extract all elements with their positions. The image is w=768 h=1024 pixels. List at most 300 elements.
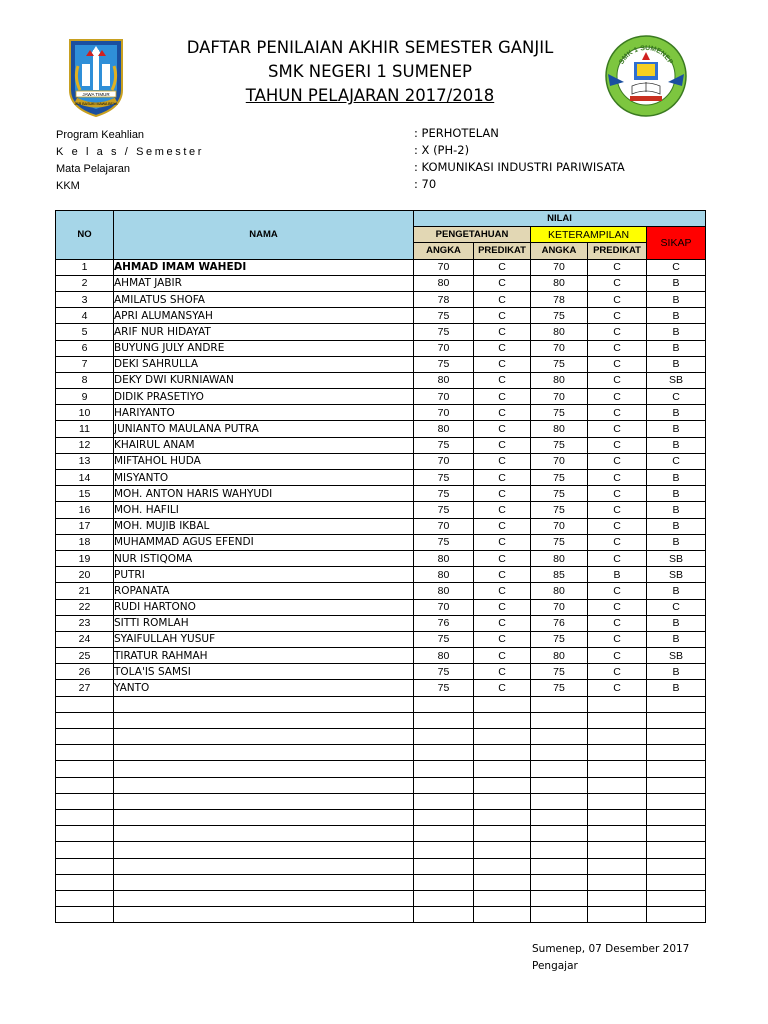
empty-cell [56,745,114,761]
empty-cell [531,745,588,761]
header-nilai: NILAI [414,211,706,227]
empty-cell [56,729,114,745]
empty-cell [474,712,531,728]
cell-predikat-keterampilan: C [588,583,647,599]
empty-table-row [56,826,706,842]
cell-nama: TOLA'IS SAMSI [114,664,414,680]
empty-cell [474,826,531,842]
cell-no: 4 [56,308,114,324]
cell-sikap: B [647,324,706,340]
cell-no: 6 [56,340,114,356]
empty-cell [474,809,531,825]
cell-angka-pengetahuan: 80 [414,550,474,566]
empty-table-row [56,777,706,793]
cell-sikap: B [647,502,706,518]
cell-angka-keterampilan: 70 [531,599,588,615]
cell-sikap: C [647,453,706,469]
cell-predikat-pengetahuan: C [474,583,531,599]
empty-cell [56,907,114,923]
empty-cell [474,907,531,923]
empty-cell [647,874,706,890]
cell-predikat-keterampilan: C [588,324,647,340]
info-value-program: : PERHOTELAN [414,126,499,140]
cell-angka-pengetahuan: 75 [414,324,474,340]
empty-cell [588,842,647,858]
signature-role: Pengajar [532,960,578,972]
smk-sumenep-logo [604,34,688,118]
cell-angka-keterampilan: 80 [531,421,588,437]
cell-angka-keterampilan: 80 [531,324,588,340]
cell-no: 2 [56,275,114,291]
cell-no: 24 [56,631,114,647]
svg-text:JER BASUKI MAWA BEYA: JER BASUKI MAWA BEYA [74,102,118,106]
empty-cell [588,858,647,874]
cell-predikat-keterampilan: C [588,437,647,453]
cell-angka-keterampilan: 75 [531,437,588,453]
cell-nama: AMILATUS SHOFA [114,291,414,307]
header-angka-keterampilan: ANGKA [531,243,588,259]
cell-nama: SITTI ROMLAH [114,615,414,631]
cell-angka-keterampilan: 75 [531,470,588,486]
empty-cell [588,712,647,728]
cell-sikap: B [647,615,706,631]
table-row [56,405,706,421]
cell-sikap: B [647,340,706,356]
cell-angka-pengetahuan: 80 [414,567,474,583]
cell-predikat-pengetahuan: C [474,631,531,647]
cell-sikap: B [647,437,706,453]
cell-no: 18 [56,534,114,550]
cell-nama: MOH. HAFILI [114,502,414,518]
empty-cell [474,793,531,809]
empty-cell [647,745,706,761]
empty-cell [56,712,114,728]
cell-nama: SYAIFULLAH YUSUF [114,631,414,647]
empty-cell [531,874,588,890]
table-row [56,631,706,647]
empty-cell [588,826,647,842]
empty-cell [531,842,588,858]
empty-table-row [56,858,706,874]
cell-no: 5 [56,324,114,340]
cell-no: 23 [56,615,114,631]
cell-angka-pengetahuan: 70 [414,340,474,356]
cell-angka-keterampilan: 75 [531,631,588,647]
cell-predikat-pengetahuan: C [474,421,531,437]
cell-sikap: B [647,518,706,534]
empty-cell [531,777,588,793]
cell-predikat-keterampilan: C [588,470,647,486]
cell-predikat-keterampilan: C [588,340,647,356]
cell-predikat-keterampilan: C [588,389,647,405]
cell-no: 17 [56,518,114,534]
empty-cell [56,890,114,906]
cell-nama: DEKY DWI KURNIAWAN [114,372,414,388]
cell-nama: ARIF NUR HIDAYAT [114,324,414,340]
cell-predikat-keterampilan: C [588,648,647,664]
empty-cell [414,826,474,842]
cell-nama: PUTRI [114,567,414,583]
empty-cell [474,696,531,712]
title-line-3: TAHUN PELAJARAN 2017/2018 [245,86,495,105]
empty-table-row [56,907,706,923]
empty-cell [474,842,531,858]
cell-sikap: B [647,470,706,486]
cell-angka-pengetahuan: 75 [414,664,474,680]
cell-no: 10 [56,405,114,421]
empty-cell [114,826,414,842]
empty-cell [647,712,706,728]
cell-no: 15 [56,486,114,502]
cell-angka-keterampilan: 80 [531,583,588,599]
document-title [150,36,590,108]
cell-predikat-keterampilan: C [588,550,647,566]
cell-sikap: B [647,405,706,421]
cell-predikat-pengetahuan: C [474,437,531,453]
empty-cell [414,907,474,923]
empty-cell [414,729,474,745]
cell-predikat-keterampilan: C [588,421,647,437]
empty-cell [531,761,588,777]
cell-no: 7 [56,356,114,372]
empty-cell [531,907,588,923]
svg-text:SMK 1 SUMENEP: SMK 1 SUMENEP [618,44,674,66]
cell-nama: MOH. MUJIB IKBAL [114,518,414,534]
table-row [56,437,706,453]
cell-predikat-keterampilan: C [588,275,647,291]
cell-angka-pengetahuan: 70 [414,405,474,421]
table-row [56,680,706,696]
empty-cell [531,793,588,809]
cell-angka-pengetahuan: 70 [414,389,474,405]
cell-predikat-pengetahuan: C [474,308,531,324]
signature-place-date: Sumenep, 07 Desember 2017 [532,943,690,955]
empty-cell [531,890,588,906]
empty-cell [474,874,531,890]
empty-cell [588,874,647,890]
cell-angka-pengetahuan: 80 [414,583,474,599]
empty-cell [588,793,647,809]
empty-cell [588,696,647,712]
cell-angka-keterampilan: 75 [531,664,588,680]
table-row [56,291,706,307]
cell-predikat-pengetahuan: C [474,389,531,405]
info-label-kelas: K e l a s / Semester [56,146,204,158]
empty-cell [414,777,474,793]
cell-no: 20 [56,567,114,583]
table-row [56,421,706,437]
cell-predikat-pengetahuan: C [474,453,531,469]
cell-no: 26 [56,664,114,680]
header-predikat-keterampilan: PREDIKAT [588,243,647,259]
empty-cell [114,874,414,890]
empty-cell [114,712,414,728]
signature-block [532,941,689,975]
cell-predikat-keterampilan: C [588,291,647,307]
empty-table-row [56,696,706,712]
empty-cell [647,761,706,777]
cell-predikat-pengetahuan: C [474,550,531,566]
table-row [56,599,706,615]
empty-cell [647,809,706,825]
empty-cell [588,809,647,825]
cell-nama: MIFTAHOL HUDA [114,453,414,469]
table-row [56,583,706,599]
cell-nama: KHAIRUL ANAM [114,437,414,453]
table-row [56,340,706,356]
title-line-2: SMK NEGERI 1 SUMENEP [267,62,472,81]
cell-no: 19 [56,550,114,566]
table-row [56,664,706,680]
cell-angka-pengetahuan: 75 [414,631,474,647]
cell-angka-keterampilan: 70 [531,389,588,405]
cell-nama: YANTO [114,680,414,696]
jawa-timur-emblem-logo [66,36,126,118]
info-label-program: Program Keahlian [56,129,145,141]
empty-cell [588,761,647,777]
cell-predikat-keterampilan: C [588,356,647,372]
table-row [56,567,706,583]
cell-no: 11 [56,421,114,437]
cell-nama: RUDI HARTONO [114,599,414,615]
info-label-mapel: Mata Pelajaran [56,163,130,175]
info-values [414,125,625,193]
cell-predikat-pengetahuan: C [474,486,531,502]
table-row [56,550,706,566]
cell-nama: AHMAT JABIR [114,275,414,291]
cell-sikap: SB [647,567,706,583]
cell-angka-pengetahuan: 80 [414,648,474,664]
table-row [56,356,706,372]
header-sikap: SIKAP [647,227,706,259]
cell-predikat-keterampilan: C [588,680,647,696]
table-row [56,648,706,664]
cell-no: 3 [56,291,114,307]
title-line-1: DAFTAR PENILAIAN AKHIR SEMESTER GANJIL [186,38,554,57]
empty-table-row [56,890,706,906]
cell-sikap: SB [647,550,706,566]
empty-cell [114,907,414,923]
empty-cell [588,729,647,745]
cell-nama: MUHAMMAD AGUS EFENDI [114,534,414,550]
cell-sikap: C [647,259,706,275]
empty-cell [531,809,588,825]
cell-nama: MOH. ANTON HARIS WAHYUDI [114,486,414,502]
empty-cell [414,842,474,858]
grades-table [55,210,706,923]
cell-nama: HARIYANTO [114,405,414,421]
empty-cell [414,712,474,728]
empty-cell [56,826,114,842]
cell-angka-keterampilan: 70 [531,453,588,469]
cell-nama: NUR ISTIQOMA [114,550,414,566]
cell-sikap: C [647,389,706,405]
cell-angka-pengetahuan: 75 [414,470,474,486]
cell-no: 12 [56,437,114,453]
cell-angka-pengetahuan: 75 [414,534,474,550]
empty-cell [588,745,647,761]
empty-cell [474,761,531,777]
empty-cell [474,858,531,874]
cell-angka-pengetahuan: 75 [414,502,474,518]
cell-predikat-pengetahuan: C [474,502,531,518]
cell-nama: DIDIK PRASETIYO [114,389,414,405]
cell-angka-pengetahuan: 80 [414,372,474,388]
empty-cell [531,826,588,842]
cell-predikat-keterampilan: C [588,534,647,550]
table-row [56,453,706,469]
empty-cell [588,890,647,906]
cell-sikap: B [647,486,706,502]
table-row [56,486,706,502]
cell-predikat-keterampilan: C [588,518,647,534]
cell-angka-pengetahuan: 78 [414,291,474,307]
info-labels [56,127,204,195]
empty-cell [531,729,588,745]
empty-cell [531,696,588,712]
cell-angka-keterampilan: 85 [531,567,588,583]
empty-cell [474,890,531,906]
cell-angka-pengetahuan: 70 [414,453,474,469]
cell-angka-keterampilan: 80 [531,372,588,388]
cell-angka-pengetahuan: 75 [414,680,474,696]
cell-nama: APRI ALUMANSYAH [114,308,414,324]
empty-cell [647,907,706,923]
cell-predikat-pengetahuan: C [474,470,531,486]
cell-predikat-keterampilan: C [588,599,647,615]
cell-predikat-pengetahuan: C [474,324,531,340]
cell-no: 1 [56,259,114,275]
cell-no: 21 [56,583,114,599]
cell-angka-keterampilan: 75 [531,680,588,696]
empty-cell [647,858,706,874]
empty-cell [114,890,414,906]
cell-sikap: B [647,631,706,647]
table-row [56,324,706,340]
cell-angka-keterampilan: 70 [531,340,588,356]
cell-angka-keterampilan: 75 [531,405,588,421]
empty-table-row [56,874,706,890]
info-label-kkm: KKM [56,180,80,192]
cell-predikat-pengetahuan: C [474,291,531,307]
cell-predikat-keterampilan: C [588,664,647,680]
cell-angka-keterampilan: 75 [531,486,588,502]
cell-predikat-pengetahuan: C [474,648,531,664]
empty-cell [56,761,114,777]
cell-sikap: B [647,291,706,307]
empty-cell [56,777,114,793]
cell-angka-keterampilan: 76 [531,615,588,631]
cell-predikat-keterampilan: C [588,405,647,421]
cell-predikat-keterampilan: C [588,308,647,324]
cell-predikat-pengetahuan: C [474,372,531,388]
cell-nama: AHMAD IMAM WAHEDI [114,259,414,275]
empty-cell [414,793,474,809]
empty-cell [114,809,414,825]
empty-cell [414,858,474,874]
table-row [56,259,706,275]
table-row [56,389,706,405]
empty-cell [114,745,414,761]
cell-angka-keterampilan: 80 [531,275,588,291]
empty-table-row [56,729,706,745]
cell-predikat-keterampilan: C [588,259,647,275]
empty-cell [56,809,114,825]
cell-predikat-keterampilan: C [588,631,647,647]
cell-no: 13 [56,453,114,469]
cell-angka-keterampilan: 80 [531,648,588,664]
cell-predikat-pengetahuan: C [474,567,531,583]
cell-nama: ROPANATA [114,583,414,599]
empty-cell [114,777,414,793]
cell-angka-keterampilan: 75 [531,308,588,324]
table-row [56,372,706,388]
empty-cell [414,809,474,825]
cell-angka-keterampilan: 70 [531,259,588,275]
table-row [56,502,706,518]
cell-nama: MISYANTO [114,470,414,486]
empty-cell [474,745,531,761]
cell-angka-keterampilan: 75 [531,534,588,550]
cell-predikat-keterampilan: C [588,502,647,518]
cell-no: 14 [56,470,114,486]
cell-predikat-pengetahuan: C [474,405,531,421]
cell-sikap: B [647,664,706,680]
cell-angka-pengetahuan: 76 [414,615,474,631]
cell-predikat-pengetahuan: C [474,356,531,372]
cell-sikap: B [647,421,706,437]
cell-angka-pengetahuan: 75 [414,356,474,372]
empty-cell [56,696,114,712]
cell-sikap: B [647,275,706,291]
info-value-mapel: : KOMUNIKASI INDUSTRI PARIWISATA [414,160,625,174]
grades-table-body [56,259,706,923]
cell-predikat-pengetahuan: C [474,340,531,356]
cell-angka-pengetahuan: 80 [414,275,474,291]
svg-text:JAWA TIMUR: JAWA TIMUR [82,92,110,97]
header-nama: NAMA [114,211,414,260]
cell-predikat-keterampilan: C [588,486,647,502]
empty-cell [114,858,414,874]
cell-angka-keterampilan: 75 [531,356,588,372]
empty-cell [114,729,414,745]
empty-cell [414,745,474,761]
cell-sikap: B [647,680,706,696]
empty-cell [531,712,588,728]
empty-cell [647,777,706,793]
cell-sikap: B [647,356,706,372]
info-value-kkm: : 70 [414,177,437,191]
cell-angka-keterampilan: 80 [531,550,588,566]
empty-table-row [56,842,706,858]
cell-sikap: C [647,599,706,615]
info-value-kelas: : X (PH-2) [414,143,470,157]
cell-sikap: B [647,308,706,324]
cell-no: 9 [56,389,114,405]
cell-sikap: SB [647,372,706,388]
cell-angka-pengetahuan: 75 [414,437,474,453]
table-row [56,518,706,534]
cell-predikat-pengetahuan: C [474,680,531,696]
empty-cell [588,907,647,923]
cell-predikat-keterampilan: C [588,615,647,631]
empty-cell [56,793,114,809]
empty-table-row [56,745,706,761]
cell-predikat-pengetahuan: C [474,599,531,615]
cell-nama: TIRATUR RAHMAH [114,648,414,664]
empty-cell [56,874,114,890]
cell-predikat-pengetahuan: C [474,534,531,550]
